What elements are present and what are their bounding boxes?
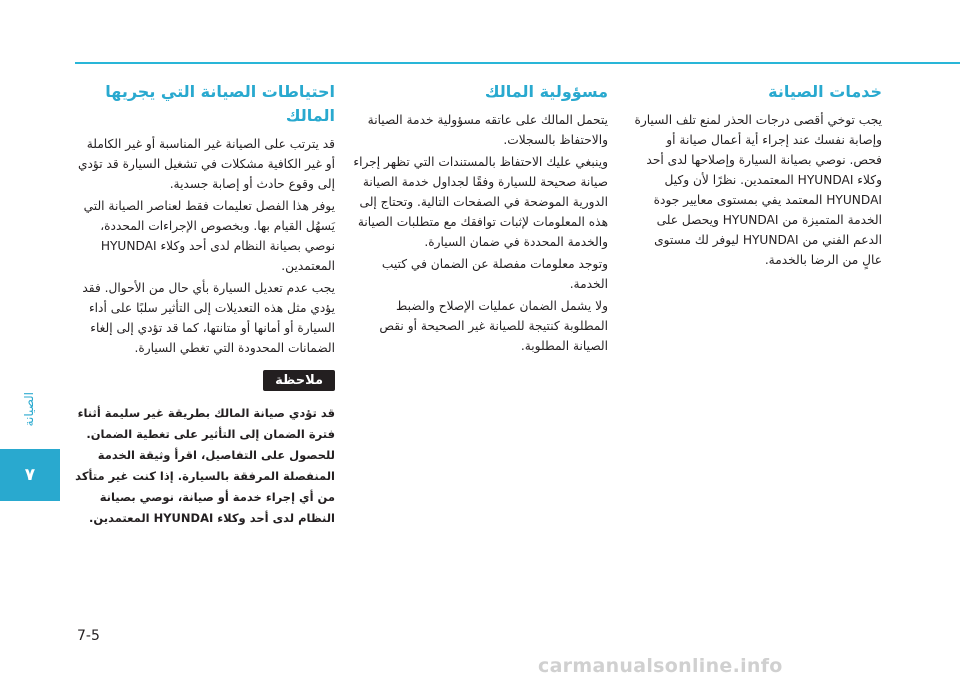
chapter-tab: ٧ — [0, 449, 60, 501]
watermark: carmanualsonline.info — [538, 655, 783, 677]
note-badge: ملاحظة — [263, 370, 335, 391]
page-number: 7-5 — [77, 628, 100, 644]
column-owner-maintenance-precautions — [75, 80, 335, 529]
section-heading: خدمات الصيانة — [768, 82, 882, 101]
column-maintenance-services — [632, 80, 882, 272]
section-heading: احتياطات الصيانة التي يجريها المالك — [105, 82, 335, 125]
paragraph: يوفر هذا الفصل تعليمات فقط لعناصر الصيانة التي يَسهُل القيام بها. وبخصوص الإجراءات المحددة، نوصي بصيانة النظام لدى أحد وكلاء HYUNDAI المعتمدين. — [83, 199, 335, 273]
paragraph: وينبغي عليك الاحتفاظ بالمستندات التي تظهر إجراء صيانة صحيحة للسيارة وفقًا لجداول خدمة الصيانة الدورية الموضحة في الصفحات التالية. وتحتاج إلى هذه المعلومات لإثبات توافقك مع متطلبات الصيانة والخدمة المحددة في ضمان السيارة. — [353, 155, 608, 249]
top-rule — [75, 62, 960, 64]
paragraph: ولا يشمل الضمان عمليات الإصلاح والضبط المطلوبة كنتيجة للصيانة غير الصحيحة أو نقص الصيانة المطلوبة. — [379, 299, 608, 353]
paragraph: وتوجد معلومات مفصلة عن الضمان في كتيب الخدمة. — [381, 257, 608, 291]
paragraph: يجب توخي أقصى درجات الحذر لمنع تلف السيارة وإصابة نفسك عند إجراء أية أعمال صيانة أو فحص. نوصي بصيانة السيارة وإصلاحها لدى أحد وكلاء HYUNDAI المعتمدين. نظرًا لأن وكيل HYUNDAI المعتمد يفي بمستوى معايير جودة الخدمة المتميزة من HYUNDAI ويحصل على الدعم الفني من HYUNDAI ليوفر لك مستوى عالٍ من الرضا بالخدمة. — [634, 113, 882, 267]
section-label: الصيانة — [22, 392, 36, 427]
paragraph: يجب عدم تعديل السيارة بأي حال من الأحوال. فقد يؤدي مثل هذه التعديلات إلى التأثير سلبًا على أداء السيارة أو أمانها أو متانتها، كما قد تؤدي إلى إلغاء الضمانات المحدودة التي تغطي السيارة. — [82, 281, 335, 355]
note-text: قد تؤدي صيانة المالك بطريقة غير سليمة أثناء فترة الضمان إلى التأثير على تغطية الضمان. للحصول على التفاصيل، اقرأ وثيقة الخدمة المنفصلة المرفقة بالسيارة. إذا كنت غير متأكد من أي إجراء خدمة أو صيانة، نوصي بصيانة النظام لدى أحد وكلاء HYUNDAI المعتمدين. — [75, 406, 335, 525]
paragraph: يتحمل المالك على عاتقه مسؤولية خدمة الصيانة والاحتفاظ بالسجلات. — [367, 113, 608, 147]
side-bar — [0, 62, 60, 685]
column-owner-responsibility — [350, 80, 608, 358]
section-heading: مسؤولية المالك — [484, 82, 608, 101]
paragraph: قد يترتب على الصيانة غير المناسبة أو غير الكاملة أو غير الكافية مشكلات في تشغيل السيارة قد تؤدي إلى وقوع حادث أو إصابة جسدية. — [77, 137, 335, 191]
